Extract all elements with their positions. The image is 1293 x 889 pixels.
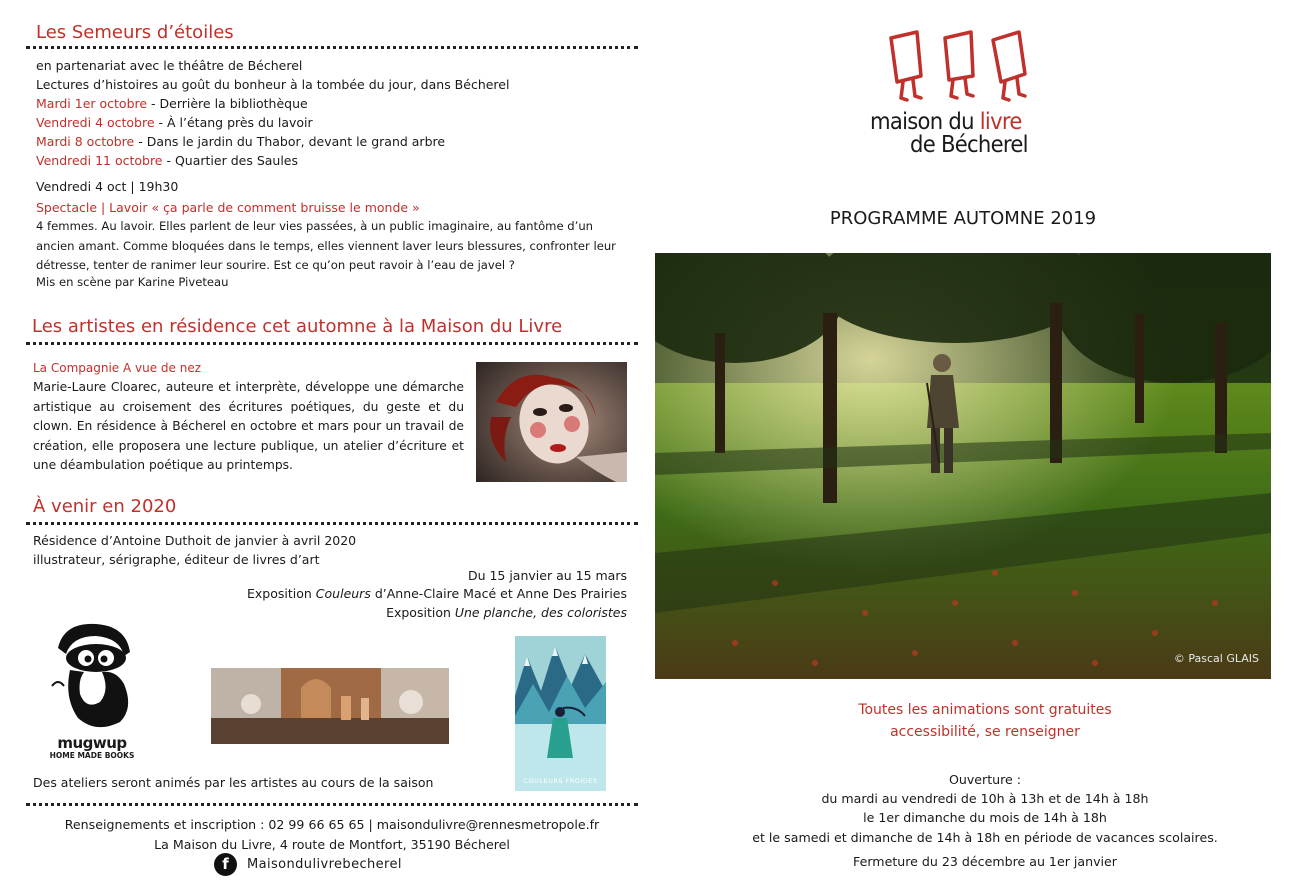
photo-credit: © Pascal GLAIS	[1173, 652, 1259, 665]
brand-line-2: de Bécherel	[910, 132, 1028, 158]
expo-1-title: Couleurs	[315, 586, 371, 601]
section-title-venir: À venir en 2020	[33, 496, 177, 517]
show-date: Vendredi 4 oct | 19h30	[36, 179, 179, 194]
opening-line: le 1er dimanche du mois de 14h à 18h	[863, 810, 1107, 825]
facebook-icon: f	[214, 853, 237, 876]
residence-description: Marie-Laure Cloarec, auteure et interprète, développe une démarche artistique au croisement des écritures poétiques, du geste et du clown. En résidence à Bécherel en octobre et mars pour un travail de création, elle proposera une lecture publique, un atelier d’écriture et une déambulation poétique au printemps.	[33, 380, 464, 472]
dotted-divider	[26, 522, 638, 525]
semeurs-partner: en partenariat avec le théâtre de Bécherel	[36, 58, 303, 73]
semeurs-date-row	[36, 94, 308, 113]
expo-1	[247, 584, 627, 603]
semeurs-date: Mardi 1er octobre	[36, 96, 148, 111]
mugwup-logo	[44, 618, 140, 768]
address-line: La Maison du Livre, 4 route de Montfort, 35190 Bécherel	[154, 837, 510, 852]
ateliers-note: Des ateliers seront animés par les artistes au cours de la saison	[33, 775, 434, 790]
section-title-semeurs: Les Semeurs d’étoiles	[36, 22, 234, 43]
residence-company: La Compagnie A vue de nez	[33, 361, 202, 375]
accessibility-notice: accessibilité, se renseigner	[890, 724, 1080, 740]
opening-title: Ouverture :	[948, 772, 1022, 787]
brand-line-1	[870, 110, 1022, 134]
maison-du-livre-logo-icon	[885, 30, 1035, 106]
semeurs-date: Vendredi 4 octobre	[36, 115, 155, 130]
expo-1-prefix: Exposition	[247, 586, 316, 601]
closing-notice: Fermeture du 23 décembre au 1er janvier	[853, 854, 1117, 869]
venir-line1: Résidence d’Antoine Duthoit de janvier à avril 2020	[33, 533, 357, 548]
opening-line: du mardi au vendredi de 10h à 13h et de 14h à 18h	[821, 791, 1149, 806]
mugwup-tagline: HOME MADE BOOKS	[49, 751, 135, 760]
brand-livre: livre	[979, 109, 1022, 135]
dotted-divider	[26, 46, 638, 49]
semeurs-date-row	[36, 113, 313, 132]
programme-title: PROGRAMME AUTOMNE 2019	[829, 208, 1097, 229]
clown-photo	[476, 362, 627, 482]
semeurs-place: - Derrière la bibliothèque	[147, 96, 308, 111]
semeurs-place: - Dans le jardin du Thabor, devant le grand arbre	[134, 134, 446, 149]
semeurs-intro: Lectures d’histoires au goût du bonheur à la tombée du jour, dans Bécherel	[36, 77, 510, 92]
section-title-residence: Les artistes en résidence cet automne à la Maison du Livre	[32, 316, 563, 337]
semeurs-place: - Quartier des Saules	[162, 153, 299, 168]
dotted-divider	[26, 803, 638, 806]
semeurs-date: Vendredi 11 octobre	[36, 153, 163, 168]
mugwup-wordmark: mugwup	[57, 734, 127, 752]
expo-2	[386, 603, 627, 622]
expo-2-prefix: Exposition	[386, 605, 455, 620]
venir-line2: illustrateur, sérigraphe, éditeur de livres d’art	[33, 552, 320, 567]
book-caption: COULEURS FROIDES	[523, 777, 598, 785]
book-cover-couleurs-froides	[515, 636, 606, 791]
contact-line: Renseignements et inscription : 02 99 66 65 65 | maisondulivre@rennesmetropole.fr	[64, 817, 600, 832]
brand-maison-du: maison du	[870, 109, 980, 135]
show-credit: Mis en scène par Karine Piveteau	[36, 275, 229, 289]
free-notice: Toutes les animations sont gratuites	[858, 702, 1112, 718]
expo-1-suffix: d’Anne-Claire Macé et Anne Des Prairies	[370, 586, 627, 601]
dotted-divider	[26, 342, 638, 345]
show-description: 4 femmes. Au lavoir. Elles parlent de leur vies passées, à un public imaginaire, au fantôme d’un ancien amant. Comme bloquées dans le temps, elles viennent laver leurs blessures, confronter leur détresse, tenter de ranimer leur sourire. Est ce qu’on peut ravoir à l’eau de javel ?	[36, 219, 616, 272]
semeurs-date: Mardi 8 octobre	[36, 134, 135, 149]
semeurs-place: - À l’étang près du lavoir	[154, 115, 313, 130]
illustration-strip	[211, 668, 449, 744]
expo-2-title: Une planche, des coloristes	[454, 605, 627, 620]
facebook-link[interactable]	[214, 852, 402, 876]
semeurs-date-row	[36, 151, 298, 170]
expo-dates: Du 15 janvier au 15 mars	[467, 568, 627, 583]
opening-line: et le samedi et dimanche de 14h à 18h en période de vacances scolaires.	[752, 830, 1218, 845]
show-title: Spectacle | Lavoir « ça parle de comment bruisse le monde »	[36, 200, 420, 215]
orchard-photo	[655, 253, 1271, 679]
facebook-handle: Maisondulivrebecherel	[247, 856, 402, 872]
semeurs-date-row	[36, 132, 445, 151]
